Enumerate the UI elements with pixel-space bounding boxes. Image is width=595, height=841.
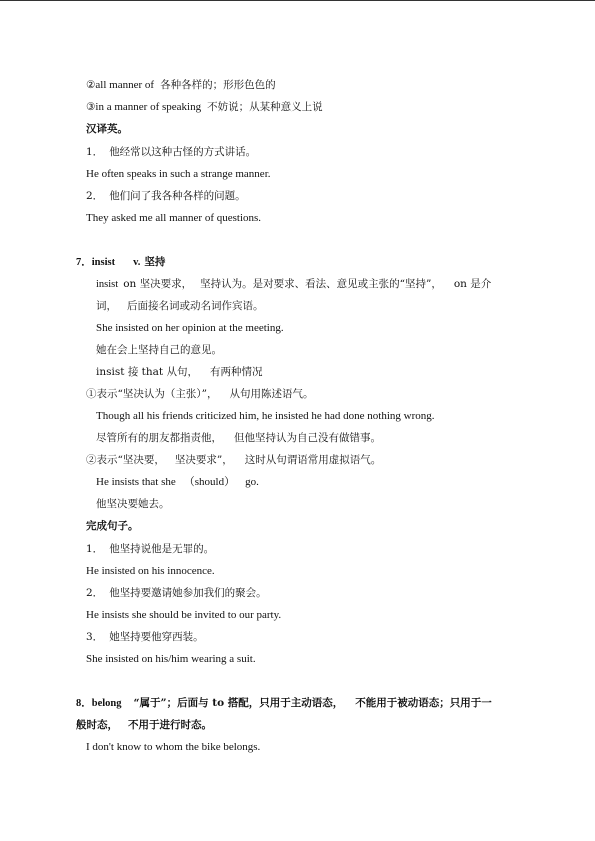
case-text: 从句用陈述语气。 bbox=[229, 388, 314, 400]
case-text: 坚决要求”， bbox=[174, 454, 233, 466]
section-number: 8． bbox=[76, 698, 92, 709]
usage-note-line-1 bbox=[96, 277, 491, 292]
case-text: 表示“坚决要， bbox=[96, 454, 165, 466]
example-text: 但他坚持认为自己没有做错事。 bbox=[234, 432, 381, 444]
case-text: 这时从句谓语常用虚拟语气。 bbox=[244, 454, 382, 466]
note-text: 有两种情况 bbox=[209, 366, 263, 378]
exercise-answer: He insisted on his innocence. bbox=[86, 565, 215, 577]
case-1 bbox=[86, 387, 314, 401]
exercise-number: 2． bbox=[86, 587, 104, 599]
phrase-item-2 bbox=[86, 78, 276, 92]
exercise-heading: 汉译英。 bbox=[86, 123, 128, 135]
example-text: （should） bbox=[183, 476, 236, 488]
example-text: go. bbox=[245, 476, 259, 488]
exercise-prompt: 他经常以这种古怪的方式讲话。 bbox=[109, 146, 257, 158]
section-heading-belong bbox=[76, 696, 492, 711]
exercise-number: 3． bbox=[86, 631, 104, 643]
headword-meaning: 坚持 bbox=[144, 256, 166, 268]
phrase-en: all manner of bbox=[95, 79, 155, 91]
exercise-number: 1． bbox=[86, 543, 104, 555]
headword: belong bbox=[91, 698, 122, 709]
example-en bbox=[96, 475, 259, 489]
exercise-number: 2． bbox=[86, 190, 104, 202]
case-text: 表示“坚决认为（主张）”， bbox=[96, 388, 218, 400]
circled-number: ③ bbox=[86, 101, 96, 113]
exercise-zh bbox=[86, 542, 214, 556]
phrase-en: in a manner of speaking bbox=[95, 101, 202, 113]
exercise-answer: She insisted on his/him wearing a suit. bbox=[86, 653, 256, 665]
example-text: He insists that she bbox=[96, 476, 176, 488]
example-text: 尽管所有的朋友都指责他， bbox=[96, 432, 222, 444]
example-zh bbox=[96, 431, 381, 445]
exercise-answer: He insists she should be invited to our party. bbox=[86, 609, 282, 621]
part-of-speech: v. bbox=[133, 257, 141, 268]
exercise-zh bbox=[86, 586, 267, 600]
exercise-prompt: 他坚持要邀请她参加我们的聚会。 bbox=[109, 587, 267, 599]
phrase-item-3 bbox=[86, 100, 323, 114]
note-text: insist 接 that 从句， bbox=[96, 366, 198, 378]
circled-number: ② bbox=[86, 454, 97, 466]
exercise-prompt: 他坚持说他是无罪的。 bbox=[109, 543, 215, 555]
exercise-zh bbox=[86, 189, 246, 203]
note-text: 词， bbox=[96, 300, 117, 312]
heading-text: 不用于进行时态。 bbox=[128, 719, 212, 731]
example-zh: 他坚决要她去。 bbox=[96, 498, 170, 510]
circled-number: ② bbox=[86, 79, 96, 91]
exercise-zh bbox=[86, 630, 204, 644]
note-text: 坚持认为。是对要求、看法、意见或主张的“坚持”， bbox=[200, 278, 442, 290]
headword: insist bbox=[91, 257, 116, 268]
example-en: Though all his friends criticized him, he insisted he had done nothing wrong. bbox=[96, 410, 435, 422]
example-en: I don't know to whom the bike belongs. bbox=[86, 741, 261, 753]
phrase-meaning: 不妨说；从某种意义上说 bbox=[207, 101, 323, 113]
exercise-prompt: 他们问了我各种各样的问题。 bbox=[109, 190, 246, 202]
case-2 bbox=[86, 453, 381, 467]
section-heading-belong-line-2 bbox=[76, 718, 212, 732]
note-text: on 是介 bbox=[453, 278, 492, 290]
section-number: 7． bbox=[76, 257, 92, 268]
example-en: She insisted on her opinion at the meeting. bbox=[96, 322, 284, 334]
phrase-meaning: 各种各样的；形形色色的 bbox=[160, 79, 276, 91]
note-text: 后面接名词或动名词作宾语。 bbox=[127, 300, 264, 312]
exercise-number: 1． bbox=[86, 146, 104, 158]
exercise-answer: They asked me all manner of questions. bbox=[86, 212, 262, 224]
exercise-heading: 完成句子。 bbox=[86, 520, 139, 532]
heading-text: 不能用于被动语态；只用于一 bbox=[355, 697, 492, 709]
heading-text: “属于”；后面与 to 搭配，只用于主动语态， bbox=[133, 697, 344, 709]
exercise-zh bbox=[86, 145, 256, 159]
example-zh: 她在会上坚持自己的意见。 bbox=[96, 344, 222, 356]
section-heading-insist bbox=[76, 255, 165, 270]
circled-number: ① bbox=[86, 388, 97, 400]
clause-note bbox=[96, 365, 262, 379]
exercise-answer: He often speaks in such a strange manner. bbox=[86, 168, 271, 180]
exercise-prompt: 她坚持要他穿西装。 bbox=[109, 631, 204, 643]
note-text: on 坚决要求， bbox=[123, 278, 193, 290]
note-text: insist bbox=[96, 279, 119, 290]
usage-note-line-2 bbox=[96, 299, 264, 313]
heading-text: 般时态， bbox=[76, 719, 118, 731]
